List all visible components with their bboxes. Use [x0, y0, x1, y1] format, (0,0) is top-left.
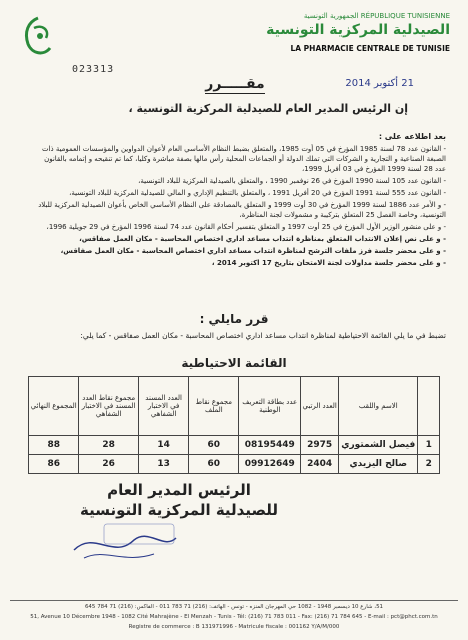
table-cell: 28	[79, 436, 138, 455]
table-row	[29, 436, 440, 455]
reserve-list-title: القائمة الاحتياطية	[181, 356, 287, 370]
preamble-item: - و على منشور الوزير الأول المؤرخ في 25 أوت 1997 و المتعلق بتفسير أحكام القانون عدد 74 لسنة 1996 المؤرخ في 29 جويلية 1996،	[46, 223, 446, 231]
table-cell: 2975	[301, 436, 339, 455]
footer-address-fr: 51, Avenue 10 Décembre 1948 - 1082 Cité Mahrajène - El Menzah - Tunis - Tél: (216) 71 783 011 - Fax: (216) 71 784 645 - E-mail : pct@phct.com.tn	[30, 614, 438, 620]
director-line: إن الرئيس المدير العام للصيدلية المركزية التونسية ،	[128, 102, 408, 115]
preamble-item: - و على محضر جلسة فرز ملفات الترشح لمناظرة انتداب مساعد اداري اختصاص المحاسبة - مكان العمل صفاقس،	[60, 247, 446, 255]
pharmacy-logo-icon	[16, 14, 60, 58]
decision-heading: قرر مايلي :	[199, 312, 269, 326]
table-cell: فيصل الشمتوري	[339, 436, 418, 455]
table-header: عدد بطاقة التعريف الوطنية	[239, 377, 301, 436]
preamble-item: - القانون عدد 78 لسنة 1985 المؤرخ في 05 أوت 1985، والمتعلق بضبط النظام الأساسي العام لأعوان الدواوين والمؤسسات العمومية ذات الصبغة الصناعية و التجارية و الشركات التي تملك الدولة أو الجماعات المحلية رأس مالها بصفة مباشرة وكليا، كما تم تنقيحه و إتمامه بالقانون عدد 28 لسنة 1999 المؤرخ في 03 أفريل 1999،	[41, 145, 446, 173]
table-cell: 09912649	[239, 455, 301, 474]
table-header: العدد الرتبي	[301, 377, 339, 436]
footer-divider	[10, 600, 458, 601]
republic-label: الجمهورية التونسية RÉPUBLIQUE TUNISIENNE	[303, 12, 450, 20]
preamble-item: - و على نص إعلان الانتداب المتعلق بمناظرة انتداب مساعد اداري اختصاص المحاسبة - مكان العمل صفاقس،	[79, 235, 446, 243]
table-cell: 14	[138, 436, 188, 455]
table-cell: 60	[189, 436, 239, 455]
preamble-heading: بعد اطلاعه على :	[378, 132, 446, 141]
footer-registry: Registre de commerce : B 131971996 - Matricule fiscale : 001162 Y/A/M/000	[128, 624, 340, 630]
table-cell: 86	[29, 455, 79, 474]
title-underline	[205, 93, 265, 94]
table-row	[29, 455, 440, 474]
results-table	[28, 376, 440, 474]
table-header: العدد المسند في الاختبار الشفاهي	[138, 377, 188, 436]
table-cell: 88	[29, 436, 79, 455]
preamble-item: - و على محضر جلسة مداولات لجنة الامتحان بتاريخ 17 اكتوبر 2014 ،	[211, 259, 446, 267]
preamble	[36, 132, 446, 270]
table-cell: 08195449	[239, 436, 301, 455]
article-text: تضبط في ما يلي القائمة الاحتياطية لمناظرة انتداب مساعد اداري اختصاص المحاسبة - مكان العمل صفاقس - كما يلي:	[80, 331, 446, 340]
document-date: 21 أكتوبر 2014	[345, 78, 414, 89]
preamble-item: - القانون عدد 555 لسنة 1991 المؤرخ في 20 أفريل 1991 ، والمتعلق بالتنظيم الإداري و المالي للصيدلية المركزية للبلاد التونسية،	[69, 189, 446, 197]
signature-line: الرئيس المدير العام	[107, 481, 251, 499]
preamble-item: - و الأمر عدد 1886 لسنة 1999 المؤرخ في 30 أوت 1999 و المتعلق بالمصادقة على النظام الأساسي الخاص بأعوان الصيدلية المركزية للبلاد التونسية، وخاصة الفصل 25 المتعلق بتركيبة و مشمولات لجنة المناظرة،	[38, 201, 446, 219]
table-header-row	[29, 377, 440, 436]
org-name-ar: الصيدلية المركزية التونسية	[266, 22, 450, 38]
signature-stamp-icon	[64, 520, 184, 568]
table-cell: 1	[418, 436, 440, 455]
preamble-item: - القانون عدد 105 لسنة 1990 المؤرخ في 26 نوفمبر 1990 ، والمتعلق بالصيدلية المركزية للبلاد التونسية،	[138, 177, 446, 185]
table-cell: 13	[138, 455, 188, 474]
org-name-fr: LA PHARMACIE CENTRALE DE TUNISIE	[290, 44, 450, 53]
footer-address-ar: 51، شارع 10 ديسمبر 1948 - 1082 حي المهرجان المنزه - تونس - الهاتف: (216) 71 783 011 - الفاكس: (216) 71 784 645	[84, 604, 384, 610]
table-header: الاسم واللقب	[339, 377, 418, 436]
table-cell: 2	[418, 455, 440, 474]
signature-block	[80, 480, 278, 520]
table-cell: صالح اليزيدي	[339, 455, 418, 474]
table-cell: 2404	[301, 455, 339, 474]
table-cell: 60	[189, 455, 239, 474]
table-header: المجموع النهائي	[29, 377, 79, 436]
table-header: مجموع نقاط العدد المسند في الاختبار الشفاهي	[79, 377, 138, 436]
table-header: مجموع نقاط الملف	[189, 377, 239, 436]
document-title: مقـــــرر	[205, 76, 265, 92]
serial-number: 023313	[72, 64, 115, 75]
table-cell: 26	[79, 455, 138, 474]
table-header	[418, 377, 440, 436]
signature-line: للصيدلية المركزية التونسية	[80, 501, 278, 519]
